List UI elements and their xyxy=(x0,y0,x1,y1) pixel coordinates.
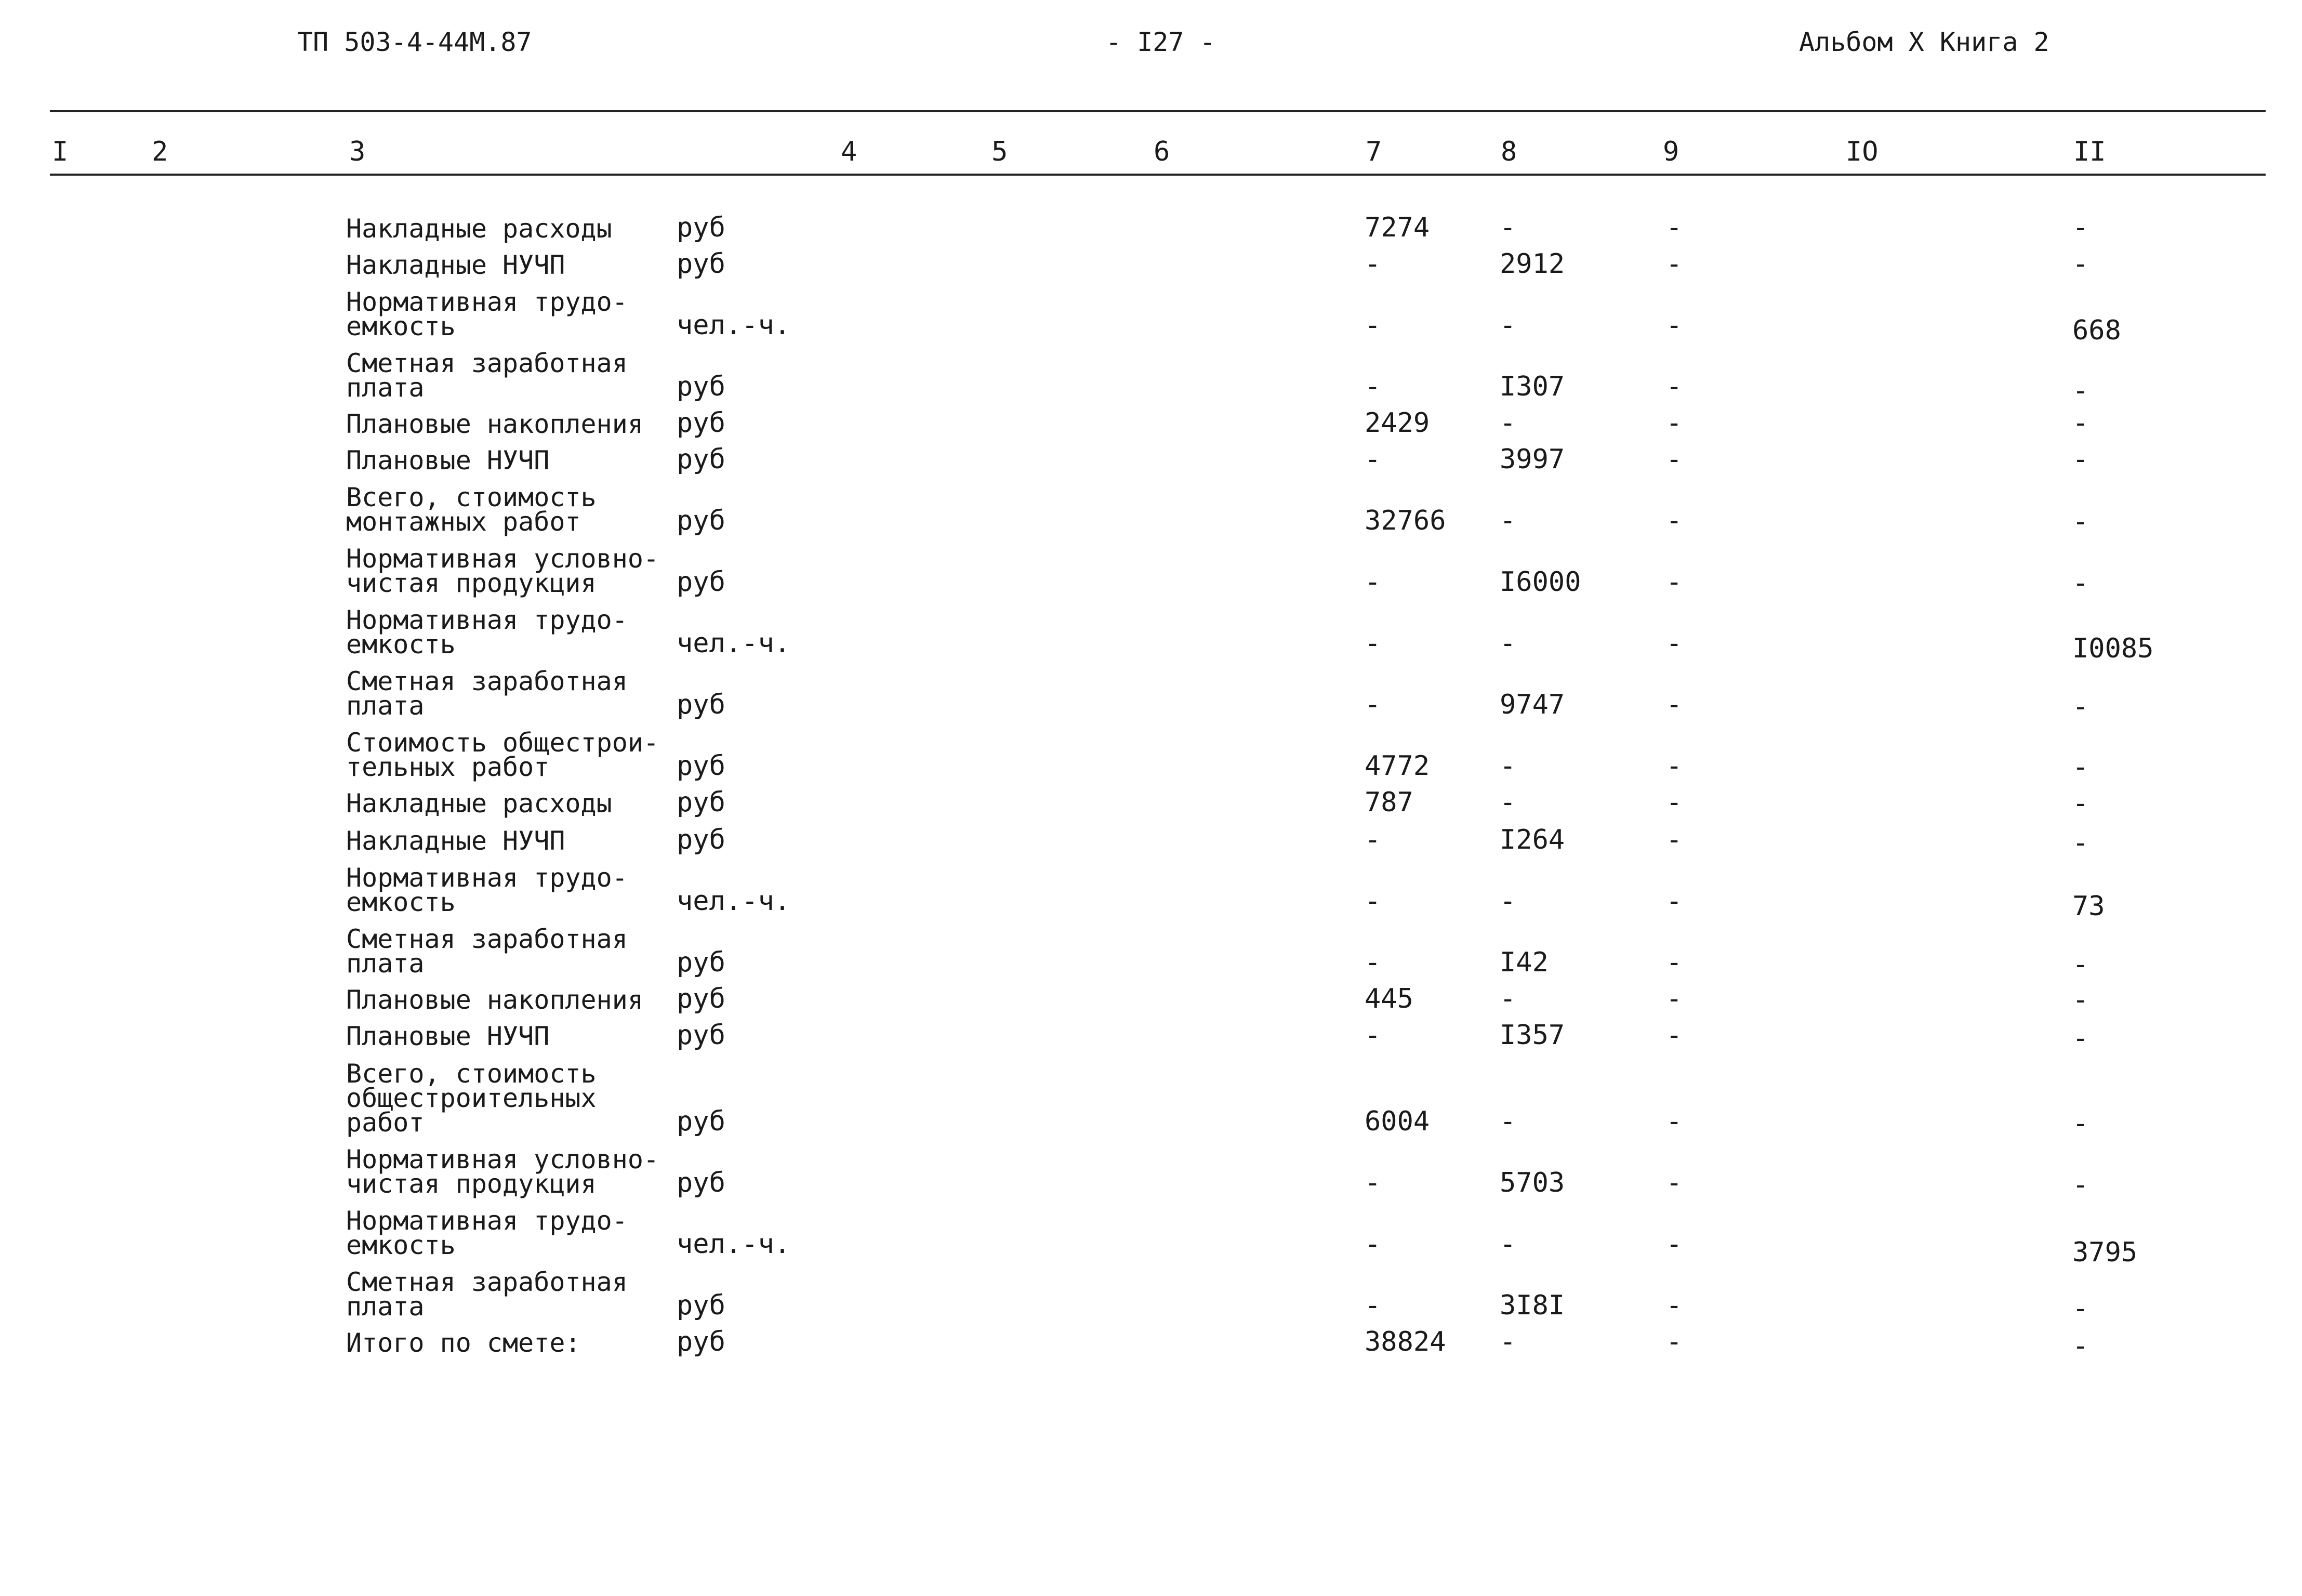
cell-col-9: - xyxy=(1666,750,1683,782)
cell-col-9: - xyxy=(1666,947,1683,978)
cell-col-8: I307 xyxy=(1500,371,1565,402)
column-header-8: 8 xyxy=(1501,136,1517,167)
row-description-line: емкость xyxy=(346,311,456,341)
row-unit: руб xyxy=(677,371,725,402)
row-description-line: Накладные НУЧП xyxy=(346,250,565,280)
row-description xyxy=(346,728,659,782)
row-description-line: работ xyxy=(346,1107,425,1138)
cell-col-9: - xyxy=(1666,310,1683,341)
row-description xyxy=(346,863,628,917)
cell-col-11: I0085 xyxy=(2072,633,2154,664)
row-description-line: Плановые НУЧП xyxy=(346,1021,550,1051)
cell-col-11: - xyxy=(2072,1169,2089,1201)
table-header-rule xyxy=(50,174,2266,176)
cell-col-9: - xyxy=(1666,1290,1683,1321)
row-description xyxy=(346,985,643,1015)
cell-col-7: - xyxy=(1365,566,1381,598)
cell-col-9: - xyxy=(1666,824,1683,855)
row-description-line: общестроительных xyxy=(346,1083,597,1113)
row-description-line: чистая продукция xyxy=(346,568,597,598)
row-unit: руб xyxy=(677,212,725,243)
row-description xyxy=(346,348,628,403)
cell-col-9: - xyxy=(1666,1326,1683,1357)
cell-col-11: - xyxy=(2072,568,2089,599)
row-unit: руб xyxy=(677,505,725,536)
cell-col-9: - xyxy=(1666,1229,1683,1260)
row-description-line: Всего, стоимость xyxy=(346,482,597,512)
row-description-line: Нормативная трудо- xyxy=(346,287,628,317)
row-unit: руб xyxy=(677,248,725,280)
row-description-line: Сметная заработная xyxy=(346,348,628,378)
cell-col-8: - xyxy=(1500,787,1516,818)
cell-col-11: - xyxy=(2072,1330,2089,1362)
row-description-line: плата xyxy=(346,691,425,721)
cell-col-11: 73 xyxy=(2072,891,2105,922)
cell-col-8: 3I8I xyxy=(1500,1290,1565,1321)
row-description xyxy=(346,1059,597,1138)
row-description xyxy=(346,1267,628,1322)
cell-col-11: - xyxy=(2072,984,2089,1015)
row-unit: руб xyxy=(677,1020,725,1051)
row-unit: чел.-ч. xyxy=(677,886,791,917)
row-description-line: Плановые накопления xyxy=(346,985,643,1015)
cell-col-7: - xyxy=(1365,1229,1381,1260)
cell-col-7: - xyxy=(1365,310,1381,341)
cell-col-11: - xyxy=(2072,691,2089,722)
cell-col-7: - xyxy=(1365,444,1381,475)
cell-col-11: - xyxy=(2072,444,2089,475)
cell-col-9: - xyxy=(1666,371,1683,402)
row-description-line: плата xyxy=(346,373,425,403)
row-unit: руб xyxy=(677,787,725,818)
row-description-line: Накладные расходы xyxy=(346,788,612,819)
row-description-line: Итого по смете: xyxy=(346,1328,581,1358)
cell-col-11: - xyxy=(2072,949,2089,980)
row-description-line: Сметная заработная xyxy=(346,924,628,954)
cell-col-8: - xyxy=(1500,1229,1516,1260)
page-number: - I27 - xyxy=(1106,27,1215,57)
cell-col-8: - xyxy=(1500,1106,1516,1137)
cell-col-8: I6000 xyxy=(1500,566,1581,598)
cell-col-11: - xyxy=(2072,1108,2089,1139)
row-description xyxy=(346,445,550,476)
row-description-line: Накладные НУЧП xyxy=(346,826,565,856)
cell-col-11: - xyxy=(2072,827,2089,859)
cell-col-7: 7274 xyxy=(1365,212,1430,243)
cell-col-11: - xyxy=(2072,375,2089,406)
cell-col-8: - xyxy=(1500,886,1516,917)
cell-col-8: I357 xyxy=(1500,1020,1565,1051)
cell-col-8: I264 xyxy=(1500,824,1565,855)
album-label: Альбом X Книга 2 xyxy=(1799,27,2049,57)
table-top-rule xyxy=(50,110,2266,112)
cell-col-11: - xyxy=(2072,788,2089,819)
cell-col-11: 668 xyxy=(2072,315,2121,346)
row-description-line: тельных работ xyxy=(346,752,550,782)
cell-col-9: - xyxy=(1666,886,1683,917)
cell-col-9: - xyxy=(1666,1167,1683,1198)
column-header-6: 6 xyxy=(1154,136,1170,167)
cell-col-9: - xyxy=(1666,407,1683,439)
cell-col-11: - xyxy=(2072,751,2089,783)
row-description-line: чистая продукция xyxy=(346,1169,597,1199)
document-code: ТП 503-4-44М.87 xyxy=(297,27,532,57)
row-description xyxy=(346,482,597,537)
row-description-line: Накладные расходы xyxy=(346,214,612,244)
row-description xyxy=(346,1206,628,1260)
cell-col-9: - xyxy=(1666,248,1683,280)
cell-col-7: - xyxy=(1365,248,1381,280)
cell-col-9: - xyxy=(1666,787,1683,818)
row-description xyxy=(346,250,565,280)
row-unit: руб xyxy=(677,983,725,1014)
column-header-5: 5 xyxy=(991,136,1008,167)
column-header-11: II xyxy=(2073,136,2106,167)
row-description xyxy=(346,214,612,244)
cell-col-7: 6004 xyxy=(1365,1106,1430,1137)
cell-col-9: - xyxy=(1666,1020,1683,1051)
cell-col-11: - xyxy=(2072,1023,2089,1054)
row-description-line: Нормативная условно- xyxy=(346,1144,659,1175)
row-unit: руб xyxy=(677,750,725,782)
row-description-line: Стоимость общестрои- xyxy=(346,728,659,758)
row-description-line: Нормативная условно- xyxy=(346,544,659,574)
cell-col-8: - xyxy=(1500,1326,1516,1357)
row-description-line: Сметная заработная xyxy=(346,666,628,696)
cell-col-11: - xyxy=(2072,506,2089,537)
row-description-line: плата xyxy=(346,948,425,979)
row-unit: руб xyxy=(677,947,725,978)
row-description xyxy=(346,544,659,598)
cell-col-9: - xyxy=(1666,212,1683,243)
row-unit: руб xyxy=(677,824,725,855)
cell-col-7: 445 xyxy=(1365,983,1413,1014)
row-description xyxy=(346,826,565,856)
row-description-line: Нормативная трудо- xyxy=(346,1206,628,1236)
row-description-line: Нормативная трудо- xyxy=(346,605,628,635)
row-unit: руб xyxy=(677,689,725,720)
row-unit: руб xyxy=(677,444,725,475)
row-unit: руб xyxy=(677,1167,725,1198)
cell-col-9: - xyxy=(1666,444,1683,475)
cell-col-7: 32766 xyxy=(1365,505,1446,536)
row-description-line: Всего, стоимость xyxy=(346,1059,597,1089)
cell-col-7: - xyxy=(1365,1020,1381,1051)
cell-col-9: - xyxy=(1666,505,1683,536)
column-header-7: 7 xyxy=(1366,136,1382,167)
column-header-2: 2 xyxy=(152,136,168,167)
cell-col-8: - xyxy=(1500,407,1516,439)
cell-col-8: 5703 xyxy=(1500,1167,1565,1198)
cell-col-7: - xyxy=(1365,1167,1381,1198)
cell-col-8: - xyxy=(1500,310,1516,341)
row-description-line: Плановые НУЧП xyxy=(346,445,550,476)
row-description-line: Сметная заработная xyxy=(346,1267,628,1297)
cell-col-8: 2912 xyxy=(1500,248,1565,280)
cell-col-7: 4772 xyxy=(1365,750,1430,782)
cell-col-8: I42 xyxy=(1500,947,1549,978)
cell-col-11: - xyxy=(2072,212,2089,243)
cell-col-8: 3997 xyxy=(1500,444,1565,475)
row-description xyxy=(346,788,612,819)
row-unit: чел.-ч. xyxy=(677,1229,791,1260)
cell-col-7: - xyxy=(1365,824,1381,855)
row-description xyxy=(346,666,628,721)
row-description-line: емкость xyxy=(346,887,456,917)
row-description-line: Плановые накопления xyxy=(346,409,643,439)
cell-col-11: - xyxy=(2072,407,2089,439)
cell-col-8: - xyxy=(1500,212,1516,243)
cell-col-8: 9747 xyxy=(1500,689,1565,720)
column-header-10: IO xyxy=(1846,136,1878,167)
cell-col-8: - xyxy=(1500,628,1516,659)
row-unit: чел.-ч. xyxy=(677,310,791,341)
cell-col-8: - xyxy=(1500,505,1516,536)
row-description-line: емкость xyxy=(346,1230,456,1260)
cell-col-7: 2429 xyxy=(1365,407,1430,439)
cell-col-7: - xyxy=(1365,371,1381,402)
row-description-line: Нормативная трудо- xyxy=(346,863,628,893)
row-unit: руб xyxy=(677,407,725,439)
cell-col-9: - xyxy=(1666,628,1683,659)
cell-col-7: 787 xyxy=(1365,787,1413,818)
row-description xyxy=(346,409,643,439)
row-description xyxy=(346,1021,550,1051)
cell-col-11: - xyxy=(2072,1293,2089,1324)
cell-col-9: - xyxy=(1666,1106,1683,1137)
row-unit: руб xyxy=(677,1326,725,1357)
row-description-line: плата xyxy=(346,1291,425,1322)
cell-col-7: - xyxy=(1365,628,1381,659)
cell-col-8: - xyxy=(1500,750,1516,782)
cell-col-11: 3795 xyxy=(2072,1237,2138,1268)
cell-col-8: - xyxy=(1500,983,1516,1014)
row-description xyxy=(346,924,628,979)
cell-col-11: - xyxy=(2072,248,2089,280)
column-header-1: I xyxy=(52,136,69,167)
column-header-4: 4 xyxy=(841,136,857,167)
cell-col-7: 38824 xyxy=(1365,1326,1446,1357)
row-description-line: монтажных работ xyxy=(346,507,581,537)
cell-col-7: - xyxy=(1365,1290,1381,1321)
row-unit: руб xyxy=(677,1290,725,1321)
cell-col-9: - xyxy=(1666,566,1683,598)
row-description xyxy=(346,287,628,341)
column-header-9: 9 xyxy=(1663,136,1679,167)
cell-col-9: - xyxy=(1666,983,1683,1014)
cell-col-7: - xyxy=(1365,689,1381,720)
row-unit: руб xyxy=(677,1106,725,1137)
row-description xyxy=(346,1144,659,1199)
row-description xyxy=(346,605,628,659)
cell-col-7: - xyxy=(1365,886,1381,917)
cell-col-7: - xyxy=(1365,947,1381,978)
row-unit: чел.-ч. xyxy=(677,628,791,659)
row-unit: руб xyxy=(677,566,725,598)
row-description-line: емкость xyxy=(346,629,456,659)
column-header-3: 3 xyxy=(349,136,366,167)
cell-col-9: - xyxy=(1666,689,1683,720)
row-description xyxy=(346,1328,581,1358)
